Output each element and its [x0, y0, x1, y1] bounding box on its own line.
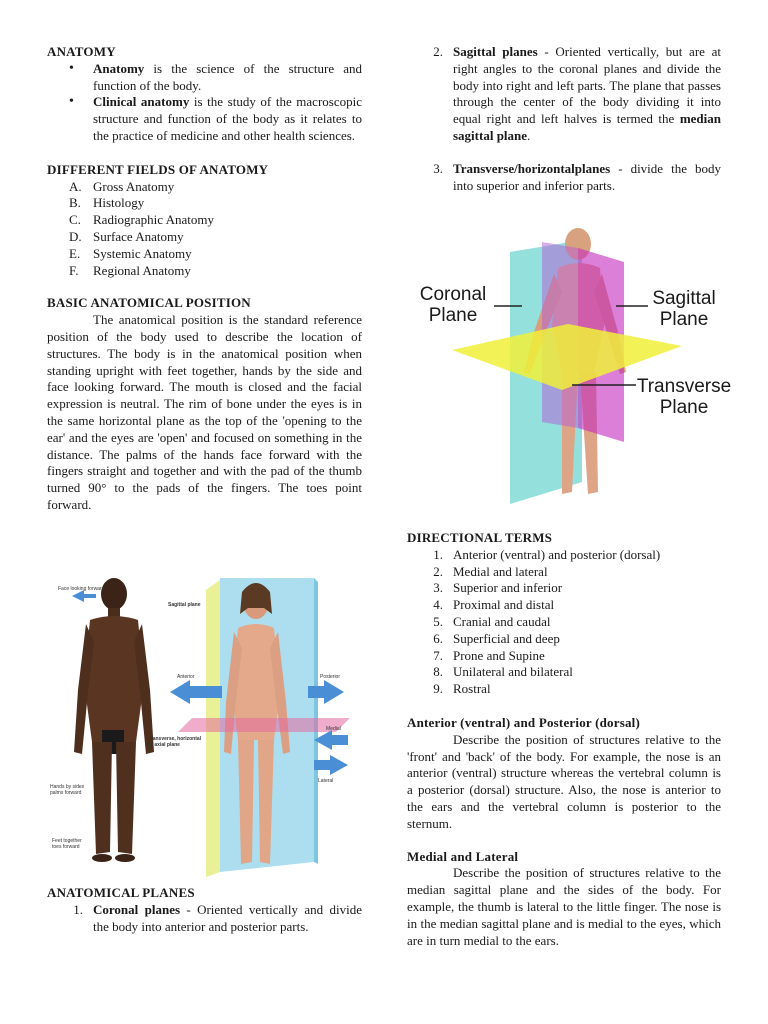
list-item-text: Prone and Supine: [453, 647, 545, 663]
transverse-plane-label: Transverse Plane: [636, 376, 732, 418]
list-item: [47, 902, 362, 936]
list-item: [407, 547, 721, 564]
sagittal-definition: - Oriented vertically, but are at right angles to the coronal planes and divide the body into right and left parts. The plane that passes through the center of the body dividing it into equal right and left halves is termed the: [453, 44, 721, 127]
male-figure: [74, 578, 154, 862]
transverse-term: Transverse/horizontalplanes: [453, 160, 611, 176]
list-marker: 9.: [433, 681, 443, 697]
fields-heading: DIFFERENT FIELDS OF ANATOMY: [47, 161, 269, 177]
coronal-definition: - Oriented vertically and divide the body into anterior and posterior parts.: [93, 901, 362, 934]
list-marker: 5.: [433, 613, 443, 629]
anatomy-definitions: [47, 61, 362, 145]
coronal-plane-label: Coronal Plane: [419, 284, 487, 326]
list-item-text: Regional Anatomy: [93, 262, 191, 278]
list-marker: 1.: [433, 546, 443, 562]
list-item: [407, 681, 721, 698]
right-column: [407, 44, 721, 194]
list-item: [407, 44, 721, 145]
body-planes-illustration: [412, 222, 732, 514]
lateral-label: Lateral: [318, 778, 334, 784]
list-item-text: Cranial and caudal: [453, 613, 551, 629]
directional-terms-section: [407, 530, 721, 949]
list-item: [407, 564, 721, 581]
anterior-label: Anterior: [177, 674, 195, 680]
clinical-anatomy-term: Clinical anatomy: [93, 94, 190, 110]
list-marker: C.: [69, 212, 81, 228]
transverse-definition: - divide the body into superior and inferior parts.: [453, 160, 721, 193]
planes-list: [47, 902, 362, 936]
list-marker: 3.: [433, 160, 443, 176]
medial-lateral-paragraph: Describe the position of structures relative to the median sagittal plane and the sides of the body. For example, the thumb is lateral to the little finger. The nose is in the median sagittal plane and is medial to the eyes, which are in turn medial to the ears.: [407, 865, 721, 948]
sentence-end: .: [527, 127, 531, 143]
list-marker: B.: [69, 195, 81, 211]
list-marker: 1.: [73, 901, 83, 917]
anterior-posterior-heading: Anterior (ventral) and Posterior (dorsal): [407, 714, 641, 730]
anterior-posterior-paragraph: Describe the position of structures relative to the 'front' and 'back' of the body. For example, the nose is an anterior (ventral) structure whereas the vertebral column is a posterior (dorsal) structure. Also, the nose is anterior to the ears and the vertebral column is posterior to the sternum.: [407, 731, 721, 831]
list-item: [47, 212, 362, 229]
left-column: [47, 44, 362, 514]
list-item-text: Anterior (ventral) and posterior (dorsal): [453, 546, 661, 562]
position-heading: BASIC ANATOMICAL POSITION: [47, 295, 251, 311]
position-paragraph: The anatomical position is the standard reference position of the body used to describe the location of structures. The body is in the anatomical position when standing upright with feet together, hands by the side and face looking forward. The mouth is closed and the facial expression is neutral. The rim of bone under the eyes is in the same horizontal plane as the top of the 'opening to the ear' and the eyes are 'open' and focused on something in the distance. The palms of the hands face forward with the fingers straight and together and with the pad of the thumb turned 90° to the pads of the fingers. The toes point forward.: [47, 312, 362, 512]
anatomy-definition: is the science of the structure and function of the body.: [93, 60, 362, 93]
list-marker: A.: [69, 178, 82, 194]
list-item: [93, 94, 362, 144]
list-item-text: Rostral: [453, 681, 491, 697]
list-item: [407, 664, 721, 681]
planes-list-continued: [407, 44, 721, 194]
fields-list: [47, 179, 362, 280]
transverse-plane-label: Transverse, horizontal or axial plane: [148, 736, 202, 748]
anatomical-planes-section: [47, 885, 362, 935]
coronal-term: Coronal planes: [93, 901, 181, 917]
list-marker: 8.: [433, 664, 443, 680]
list-item: [47, 263, 362, 280]
medial-lateral-heading: Medial and Lateral: [407, 848, 519, 864]
median-sagittal-term: median sagittal plane: [453, 111, 721, 143]
list-marker: 4.: [433, 597, 443, 613]
hands-label: Hands by sides palms forward: [50, 784, 85, 796]
list-marker: E.: [69, 245, 81, 261]
list-item-text: Superior and inferior: [453, 580, 563, 596]
clinical-anatomy-definition: is the study of the macroscopic structure and function of the body as it relates to the practice of medicine and other health sciences.: [93, 94, 362, 143]
list-item: [407, 631, 721, 648]
sagittal-term: Sagittal planes: [453, 44, 538, 59]
anatomical-position-illustration: [52, 572, 352, 877]
posterior-label: Posterior: [320, 674, 341, 680]
medial-label: Medial: [326, 726, 341, 732]
list-item: [407, 597, 721, 614]
list-item: [407, 580, 721, 597]
list-marker: D.: [69, 228, 82, 244]
list-item: [47, 246, 362, 263]
list-item-text: Proximal and distal: [453, 597, 555, 613]
sagittal-plane-label: Sagittal plane: [168, 602, 201, 608]
list-marker: 2.: [433, 44, 443, 59]
anatomical-position-figure: [52, 572, 352, 877]
list-item-text: Systemic Anatomy: [93, 245, 192, 261]
anatomy-heading: ANATOMY: [47, 44, 116, 59]
list-marker: 3.: [433, 580, 443, 596]
list-marker: 7.: [433, 647, 443, 663]
face-forward-label: Face looking forward: [58, 586, 105, 592]
directional-list: [407, 547, 721, 698]
list-marker: 2.: [433, 563, 443, 579]
list-marker: F.: [69, 262, 79, 278]
list-item: [47, 229, 362, 246]
list-item: [93, 61, 362, 95]
list-item-text: Superficial and deep: [453, 630, 560, 646]
list-item: [47, 179, 362, 196]
list-item-text: Radiographic Anatomy: [93, 212, 214, 228]
feet-label: Feet together toes forward: [52, 838, 82, 850]
sagittal-plane-label: Sagittal Plane: [652, 288, 716, 330]
anatomy-term: Anatomy: [93, 60, 145, 76]
list-item-text: Surface Anatomy: [93, 228, 184, 244]
body-planes-figure: [412, 222, 732, 514]
planes-heading: ANATOMICAL PLANES: [47, 885, 195, 900]
list-item-text: Histology: [93, 195, 145, 211]
directional-heading: DIRECTIONAL TERMS: [407, 530, 553, 545]
list-item: [407, 614, 721, 631]
list-item: [47, 195, 362, 212]
list-item: [407, 161, 721, 195]
list-item-text: Unilateral and bilateral: [453, 664, 573, 680]
list-item-text: Medial and lateral: [453, 563, 548, 579]
list-item: [407, 648, 721, 665]
list-item-text: Gross Anatomy: [93, 178, 175, 194]
list-marker: 6.: [433, 630, 443, 646]
